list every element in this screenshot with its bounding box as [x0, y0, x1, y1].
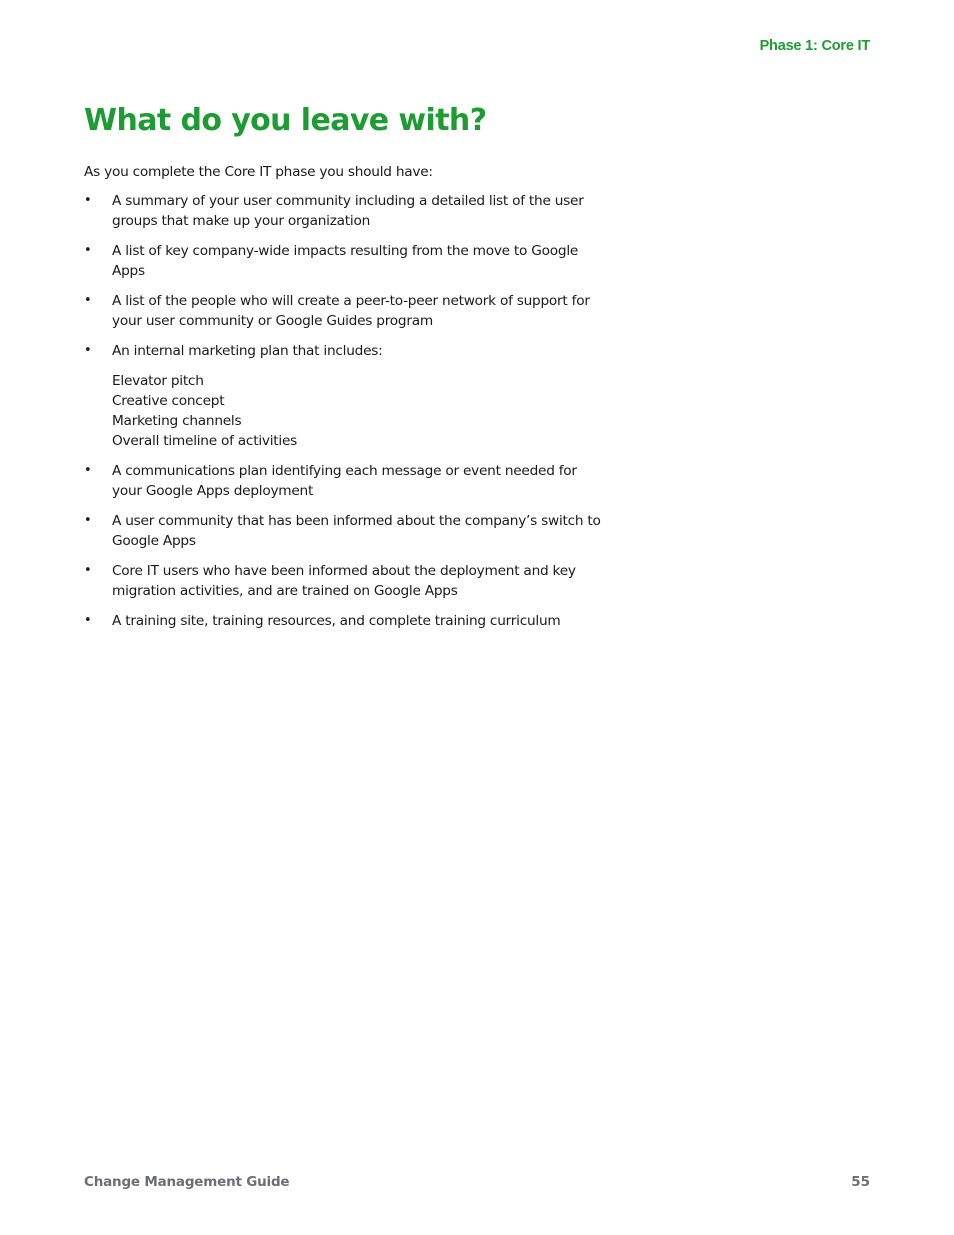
sublist-item: Elevator pitch — [112, 373, 204, 389]
intro-text: As you complete the Core IT phase you should have: — [84, 164, 433, 180]
footer-doc-title: Change Management Guide — [84, 1174, 290, 1190]
bullet-icon: • — [84, 563, 92, 578]
list-item — [84, 461, 604, 501]
sublist-item: Marketing channels — [112, 413, 242, 429]
list-item — [84, 611, 604, 631]
outcome-list — [84, 191, 604, 641]
list-item-text: A training site, training resources, and complete training curriculum — [112, 613, 561, 629]
bullet-icon: • — [84, 613, 92, 628]
list-item-text: A list of key company-wide impacts resulting from the move to Google Apps — [112, 243, 579, 279]
sublist-item: Creative concept — [112, 393, 225, 409]
bullet-icon: • — [84, 343, 92, 358]
marketing-plan-sublist — [112, 371, 604, 451]
list-item — [84, 511, 604, 551]
page-number: 55 — [851, 1174, 870, 1190]
bullet-icon: • — [84, 463, 92, 478]
list-item — [84, 191, 604, 231]
bullet-icon: • — [84, 243, 92, 258]
list-item-text: An internal marketing plan that includes: — [112, 343, 383, 359]
bullet-icon: • — [84, 513, 92, 528]
list-item-text: Core IT users who have been informed about the deployment and key migration activities, and are trained on Google Apps — [112, 563, 576, 599]
sublist-item: Overall timeline of activities — [112, 433, 297, 449]
page-title: What do you leave with? — [84, 103, 487, 138]
list-item — [84, 241, 604, 281]
list-item-text: A list of the people who will create a peer-to-peer network of support for your user community or Google Guides program — [112, 293, 590, 329]
list-item — [84, 561, 604, 601]
bullet-icon: • — [84, 293, 92, 308]
list-item-text: A user community that has been informed about the company’s switch to Google Apps — [112, 513, 601, 549]
list-item-text: A communications plan identifying each message or event needed for your Google Apps deployment — [112, 463, 577, 499]
list-item — [84, 341, 604, 451]
section-label: Phase 1: Core IT — [759, 38, 870, 54]
list-item — [84, 291, 604, 331]
list-item-text: A summary of your user community including a detailed list of the user groups that make up your organization — [112, 193, 584, 229]
bullet-icon: • — [84, 193, 92, 208]
